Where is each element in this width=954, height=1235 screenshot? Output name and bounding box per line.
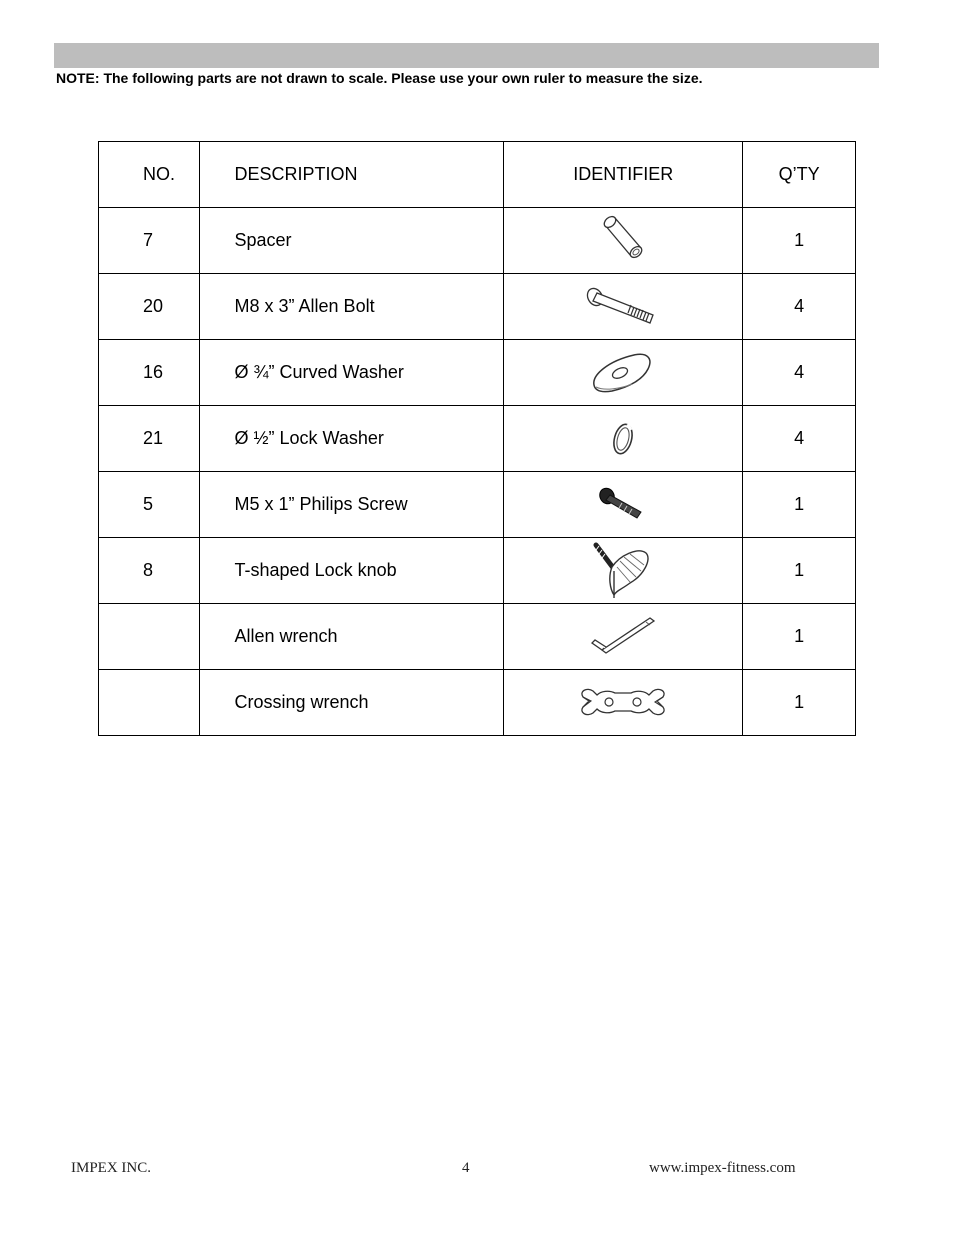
lock-washer-icon [608, 419, 638, 459]
spacer-icon [593, 215, 653, 267]
lock-knob-icon [590, 541, 656, 601]
crossing-wrench-icon [575, 681, 671, 725]
philips-screw-icon [596, 485, 650, 525]
allen-bolt-icon [583, 285, 663, 329]
part-no: 5 [99, 472, 200, 538]
part-qty: 1 [743, 472, 856, 538]
footer-page-number: 4 [462, 1160, 470, 1176]
part-description: M5 x 1” Philips Screw [199, 472, 504, 538]
part-no [99, 604, 200, 670]
curved-washer-icon [590, 351, 656, 395]
part-description: Spacer [199, 208, 504, 274]
part-qty: 4 [743, 406, 856, 472]
part-qty: 4 [743, 274, 856, 340]
part-no: 8 [99, 538, 200, 604]
header-bar [54, 43, 879, 68]
table-row [99, 538, 856, 604]
part-qty: 1 [743, 208, 856, 274]
part-no: 21 [99, 406, 200, 472]
header-qty: Q’TY [743, 142, 856, 208]
footer-company: IMPEX INC. [71, 1160, 152, 1176]
part-qty: 1 [743, 670, 856, 736]
table-header-row [99, 142, 856, 208]
header-description: DESCRIPTION [199, 142, 504, 208]
part-no: 16 [99, 340, 200, 406]
table-row [99, 274, 856, 340]
table-row [99, 406, 856, 472]
part-no [99, 670, 200, 736]
table-row [99, 340, 856, 406]
part-description: Crossing wrench [199, 670, 504, 736]
table-row [99, 472, 856, 538]
part-no: 7 [99, 208, 200, 274]
footer-website: www.impex-fitness.com [649, 1160, 796, 1176]
part-description: Ø ½” Lock Washer [199, 406, 504, 472]
part-description: M8 x 3” Allen Bolt [199, 274, 504, 340]
scale-note: NOTE: The following parts are not drawn to scale. Please use your own ruler to measure the size. [56, 70, 703, 86]
parts-table [98, 141, 856, 736]
header-identifier: IDENTIFIER [504, 142, 743, 208]
part-no: 20 [99, 274, 200, 340]
part-qty: 1 [743, 538, 856, 604]
table-row [99, 604, 856, 670]
part-description: Allen wrench [199, 604, 504, 670]
part-description: Ø ¾” Curved Washer [199, 340, 504, 406]
part-qty: 4 [743, 340, 856, 406]
table-row [99, 208, 856, 274]
part-description: T-shaped Lock knob [199, 538, 504, 604]
allen-wrench-icon [588, 615, 658, 659]
part-qty: 1 [743, 604, 856, 670]
header-no: NO. [99, 142, 200, 208]
table-row [99, 670, 856, 736]
